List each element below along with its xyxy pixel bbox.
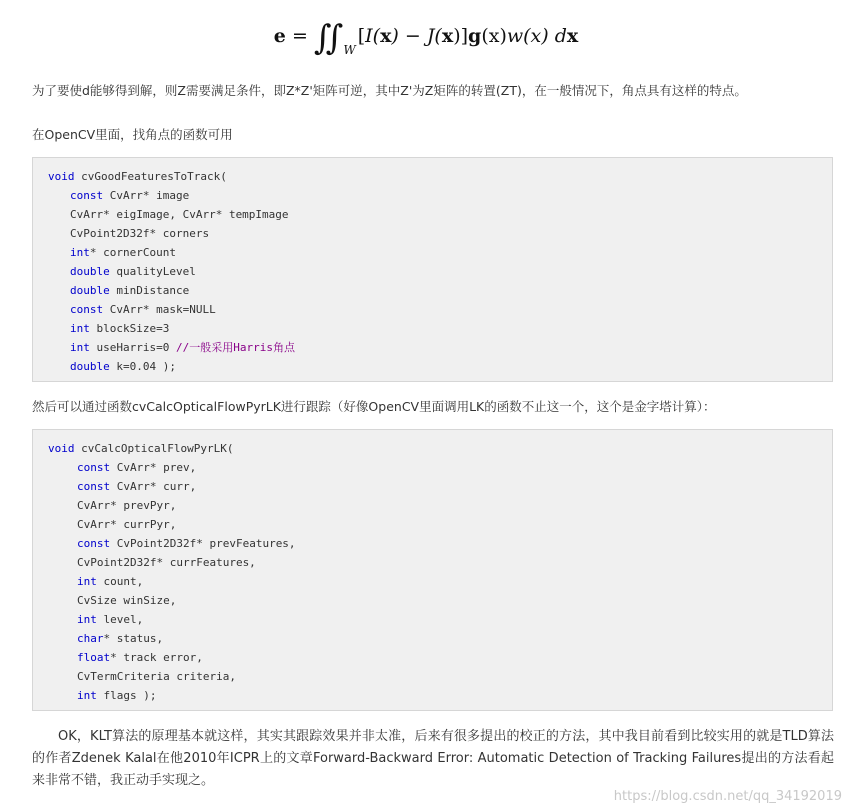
code-text: * cornerCount [89, 246, 176, 259]
code-text: minDistance [109, 284, 190, 297]
code-line [48, 300, 832, 319]
watermark: https://blog.csdn.net/qq_34192019 [613, 789, 842, 804]
formula-equals: = [291, 25, 308, 47]
code-keyword: int [70, 246, 90, 259]
code-text: cvGoodFeaturesToTrack( [74, 170, 227, 183]
formula-dx: x [566, 25, 579, 47]
code-text: qualityLevel [109, 265, 196, 278]
code-keyword: double [70, 360, 110, 373]
code-keyword: int [70, 322, 90, 335]
code-line [48, 281, 832, 300]
code-text: k=0.04 ); [109, 360, 176, 373]
formula-I: I( [365, 25, 381, 47]
formula-lhs: e [273, 25, 286, 47]
code-text: CvArr* mask=NULL [103, 303, 216, 316]
code-line [48, 534, 832, 553]
code-keyword: char [77, 632, 104, 645]
code-text: count, [96, 575, 144, 588]
code-line [48, 610, 832, 629]
code-keyword: int [70, 341, 90, 354]
formula-close: )] [453, 25, 469, 47]
formula-x1: x [380, 25, 392, 47]
code-line [48, 357, 832, 376]
code-text: CvArr* prevPyr, [77, 499, 177, 512]
formula [0, 18, 852, 58]
code-line [48, 477, 832, 496]
code-keyword: int [77, 575, 97, 588]
code-keyword: const [70, 189, 104, 202]
code-text: CvPoint2D32f* prevFeatures, [110, 537, 296, 550]
code-text: CvPoint2D32f* currFeatures, [77, 556, 256, 569]
code-line [48, 686, 832, 705]
formula-integral: ∫∫ [313, 18, 338, 58]
code-text: useHarris=0 [89, 341, 176, 354]
code-keyword: double [70, 284, 110, 297]
code-line [48, 667, 832, 686]
code-text: * track error, [110, 651, 203, 664]
formula-sub: W [343, 43, 356, 57]
code-keyword: void [48, 170, 75, 183]
code-line [48, 591, 832, 610]
code-keyword: void [48, 442, 75, 455]
code-keyword: int [77, 613, 97, 626]
formula-minus: ) − J( [391, 25, 442, 47]
formula-x2: x [441, 25, 454, 47]
code-text: blockSize=3 [89, 322, 170, 335]
code-text: * status, [103, 632, 164, 645]
code-text: CvArr* curr, [110, 480, 197, 493]
formula-gx: (x) [481, 25, 507, 47]
code-line [48, 572, 832, 591]
code-line [48, 186, 832, 205]
paragraph-opencv-corner: 在OpenCV里面，找角点的函数可用 [32, 127, 233, 142]
code-text: cvCalcOpticalFlowPyrLK( [74, 442, 234, 455]
code-line [48, 262, 832, 281]
code-line [48, 648, 832, 667]
formula-g: g [468, 25, 482, 47]
code-line [48, 243, 832, 262]
paragraph-conclusion: OK，KLT算法的原理基本就这样，其实其跟踪效果并非太准，后来有很多提出的校正的方法，其中我目前看到比较实用的就是TLD算法的作者Zdenek Kalal在他2010年ICPR上的文章Forward-Backward Error: Automatic Detection of Tracking Failures提出的方法看起来非常不错，我正动手实现之。 [32, 729, 834, 788]
code-line [48, 167, 832, 186]
code-line [48, 319, 832, 338]
code-keyword: int [77, 689, 97, 702]
paragraph-invertibility: 为了要使d能够得到解，则Z需要满足条件，即Z*Z'矩阵可逆，其中Z'为Z矩阵的转置(ZT)，在一般情况下，角点具有这样的特点。 [32, 83, 747, 98]
code-text: flags ); [96, 689, 157, 702]
code-line [48, 553, 832, 572]
code-line [48, 224, 832, 243]
code-line [48, 338, 832, 357]
code-line [48, 496, 832, 515]
code-line [48, 629, 832, 648]
code-text: CvArr* prev, [110, 461, 197, 474]
code-keyword: float [77, 651, 111, 664]
formula-d: d [548, 25, 567, 47]
code-text: CvArr* eigImage, CvArr* tempImage [70, 208, 289, 221]
code-text: level, [96, 613, 144, 626]
code-keyword: const [77, 537, 111, 550]
code-line [48, 205, 832, 224]
code-text: CvArr* currPyr, [77, 518, 177, 531]
code-text: CvTermCriteria criteria, [77, 670, 236, 683]
code-keyword: double [70, 265, 110, 278]
paragraph-tracking: 然后可以通过函数cvCalcOpticalFlowPyrLK进行跟踪（好像OpenCV里面调用LK的函数不止这一个，这个是金字塔计算）： [32, 399, 716, 414]
code-comment: //一般采用Harris角点 [175, 341, 295, 354]
code-block-goodfeatures [32, 157, 833, 382]
code-text: CvPoint2D32f* corners [70, 227, 210, 240]
code-text: CvSize winSize, [77, 594, 177, 607]
code-text: CvArr* image [103, 189, 190, 202]
code-keyword: const [70, 303, 104, 316]
code-keyword: const [77, 480, 111, 493]
code-line [48, 439, 832, 458]
code-keyword: const [77, 461, 111, 474]
code-line [48, 458, 832, 477]
code-line [48, 515, 832, 534]
code-block-opticalflow [32, 429, 833, 711]
formula-w: w(x) [506, 25, 549, 47]
formula-bracket-open: [ [357, 25, 366, 47]
